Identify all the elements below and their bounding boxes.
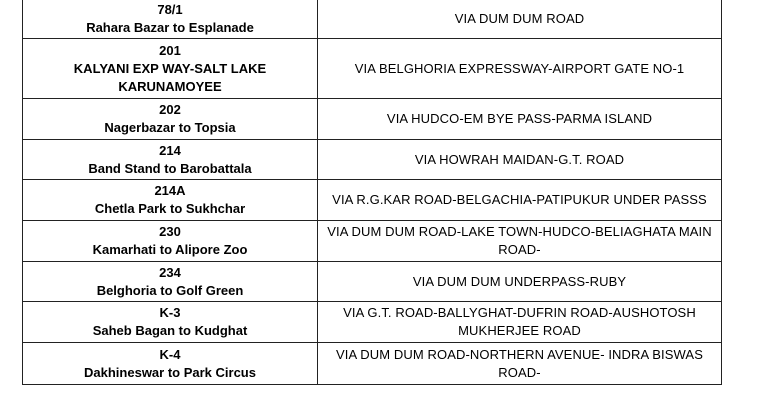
table-row [23, 302, 722, 343]
via-cell: VIA R.G.KAR ROAD-BELGACHIA-PATIPUKUR UNDER PASSS [318, 180, 722, 221]
route-cell [23, 343, 318, 385]
route-cell [23, 180, 318, 221]
route-number: 201 [159, 42, 181, 58]
route-cell [23, 140, 318, 180]
route-name: Belghoria to Golf Green [96, 282, 244, 298]
via-cell: VIA DUM DUM UNDERPASS-RUBY [318, 262, 722, 302]
route-number: K-3 [159, 305, 181, 320]
route-number: 214A [154, 183, 186, 198]
route-name: Nagerbazar to Topsia [104, 120, 236, 135]
table-row [23, 180, 722, 221]
route-number: 202 [159, 102, 181, 117]
table-row [23, 221, 722, 262]
via-cell: VIA DUM DUM ROAD-LAKE TOWN-HUDCO-BELIAGHATA MAIN ROAD- [318, 221, 722, 262]
bus-route-table [22, 0, 722, 385]
route-name: Rahara Bazar to Esplanade [86, 19, 254, 35]
via-cell: VIA HOWRAH MAIDAN-G.T. ROAD [318, 140, 722, 180]
route-name: Band Stand to Barobattala [88, 160, 252, 176]
route-cell [23, 262, 318, 302]
route-number: 78/1 [157, 1, 183, 17]
table-row [23, 0, 722, 39]
route-cell [23, 221, 318, 262]
route-number: 214 [159, 142, 181, 158]
route-cell [23, 39, 318, 99]
route-number: K-4 [159, 346, 181, 362]
route-cell [23, 302, 318, 343]
table-row [23, 39, 722, 99]
route-number: 230 [159, 224, 181, 239]
table-row [23, 99, 722, 140]
via-cell: VIA G.T. ROAD-BALLYGHAT-DUFRIN ROAD-AUSHOTOSH MUKHERJEE ROAD [318, 302, 722, 343]
route-number: 234 [159, 264, 181, 280]
route-name: Kamarhati to Alipore Zoo [92, 242, 248, 257]
table-row [23, 262, 722, 302]
route-cell [23, 0, 318, 39]
via-cell: VIA HUDCO-EM BYE PASS-PARMA ISLAND [318, 99, 722, 140]
route-name: KALYANI EXP WAY-SALT LAKE KARUNAMOYEE [73, 60, 267, 94]
route-name: Chetla Park to Sukhchar [94, 201, 246, 216]
route-name: Saheb Bagan to Kudghat [92, 323, 248, 338]
route-name: Dakhineswar to Park Circus [84, 364, 256, 380]
table-row [23, 140, 722, 180]
route-cell [23, 99, 318, 140]
table-row [23, 343, 722, 385]
via-cell: VIA DUM DUM ROAD-NORTHERN AVENUE- INDRA BISWAS ROAD- [318, 343, 722, 385]
via-cell: VIA DUM DUM ROAD [318, 0, 722, 39]
via-cell: VIA BELGHORIA EXPRESSWAY-AIRPORT GATE NO-1 [318, 39, 722, 99]
